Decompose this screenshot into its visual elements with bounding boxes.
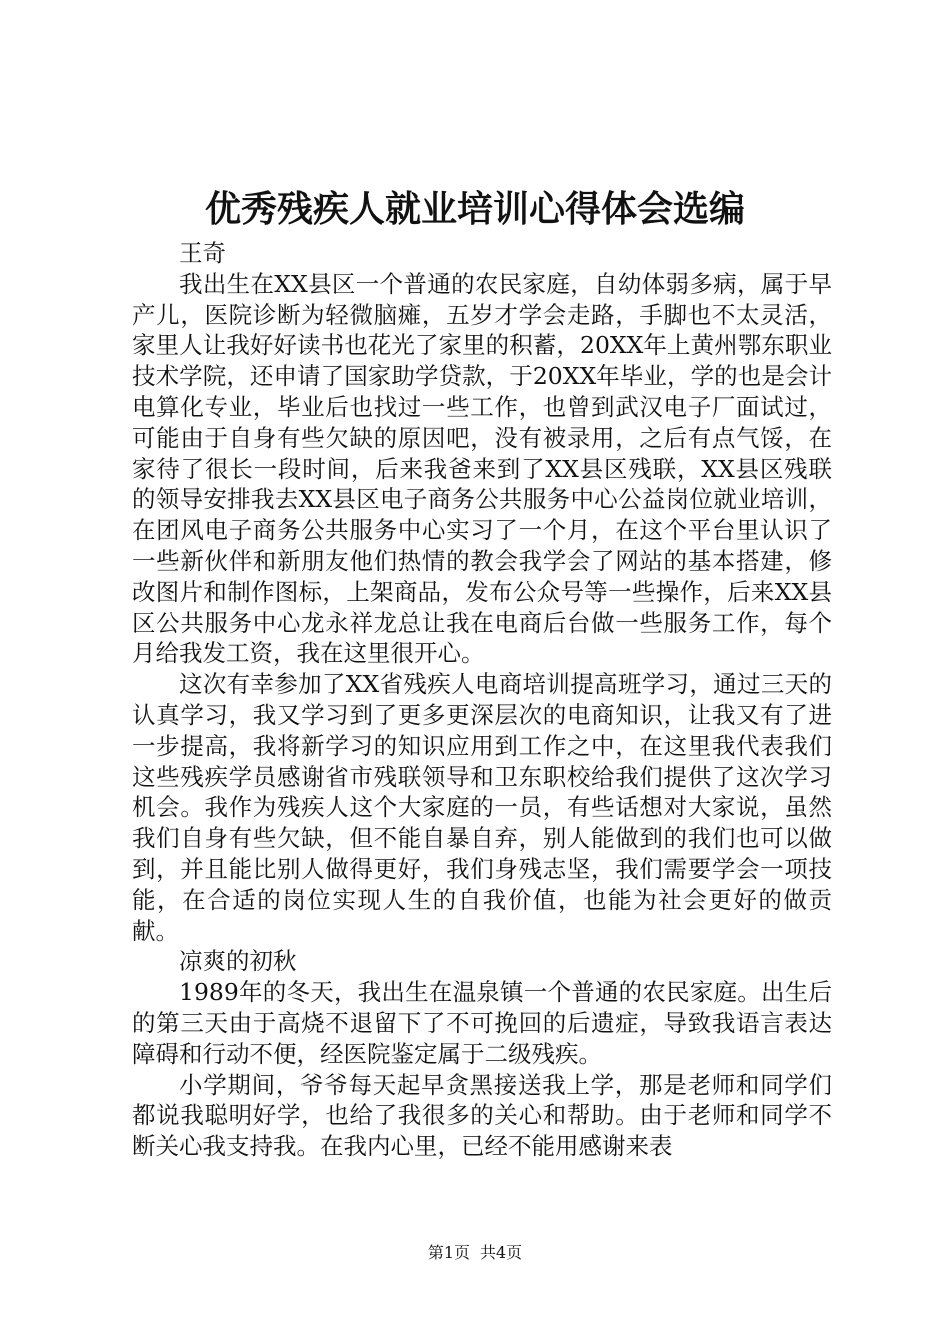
author-byline-1: 王奇	[179, 239, 226, 267]
page-footer	[0, 1242, 950, 1264]
page-total: 共4页	[480, 1243, 523, 1262]
paragraph-1: 我出生在XX县区一个普通的农民家庭，自幼体弱多病，属于早产儿，医院诊断为轻微脑瘫，五岁才学会走路，手脚也不太灵活，家里人让我好好读书也花光了家里的积蓄，20XX年上黄州鄂东职业技术学院，还申请了国家助学贷款，于20XX年毕业，学的也是会计电算化专业，毕业后也找过一些工作，也曾到武汉电子厂面试过，可能由于自身有些欠缺的原因吧，没有被录用，之后有点气馁，在家待了很长一段时间，后来我爸来到了XX县区残联，XX县区残联的领导安排我去XX县区电子商务公共服务中心公益岗位就业培训，在团风电子商务公共服务中心实习了一个月，在这个平台里认识了一些新伙伴和新朋友他们热情的教会我学会了网站的基本搭建，修改图片和制作图标，上架商品，发布公众号等一些操作，后来XX县区公共服务中心龙永祥龙总让我在电商后台做一些服务工作，每个月给我发工资，我在这里很开心。	[132, 269, 832, 668]
page-number: 第1页	[427, 1243, 470, 1262]
paragraph-2: 这次有幸参加了XX省残疾人电商培训提高班学习，通过三天的认真学习，我又学习到了更多更深层次的电商知识，让我又有了进一步提高，我将新学习的知识应用到工作之中，在这里我代表我们这些残疾学员感谢省市残联领导和卫东职校给我们提供了这次学习机会。我作为残疾人这个大家庭的一员，有些话想对大家说，虽然我们自身有些欠缺，但不能自暴自弃，别人能做到的我们也可以做到，并且能比别人做得更好，我们身残志坚，我们需要学会一项技能，在合适的岗位实现人生的自我价值，也能为社会更好的做贡献。	[132, 670, 832, 945]
author-byline-2: 凉爽的初秋	[179, 947, 297, 976]
document-body	[132, 238, 832, 1162]
document-title: 优秀残疾人就业培训心得体会选编	[204, 188, 745, 230]
paragraph-3: 1989年的冬天，我出生在温泉镇一个普通的农民家庭。出生后的第三天由于高烧不退留下了不可挽回的后遗症，导致我语言表达障碍和行动不便，经医院鉴定属于二级残疾。	[132, 978, 832, 1068]
paragraph-4: 小学期间，爷爷每天起早贪黑接送我上学，那是老师和同学们都说我聪明好学，也给了我很多的关心和帮助。由于老师和同学不断关心我支持我。在我内心里，已经不能用感谢来表	[132, 1070, 832, 1161]
